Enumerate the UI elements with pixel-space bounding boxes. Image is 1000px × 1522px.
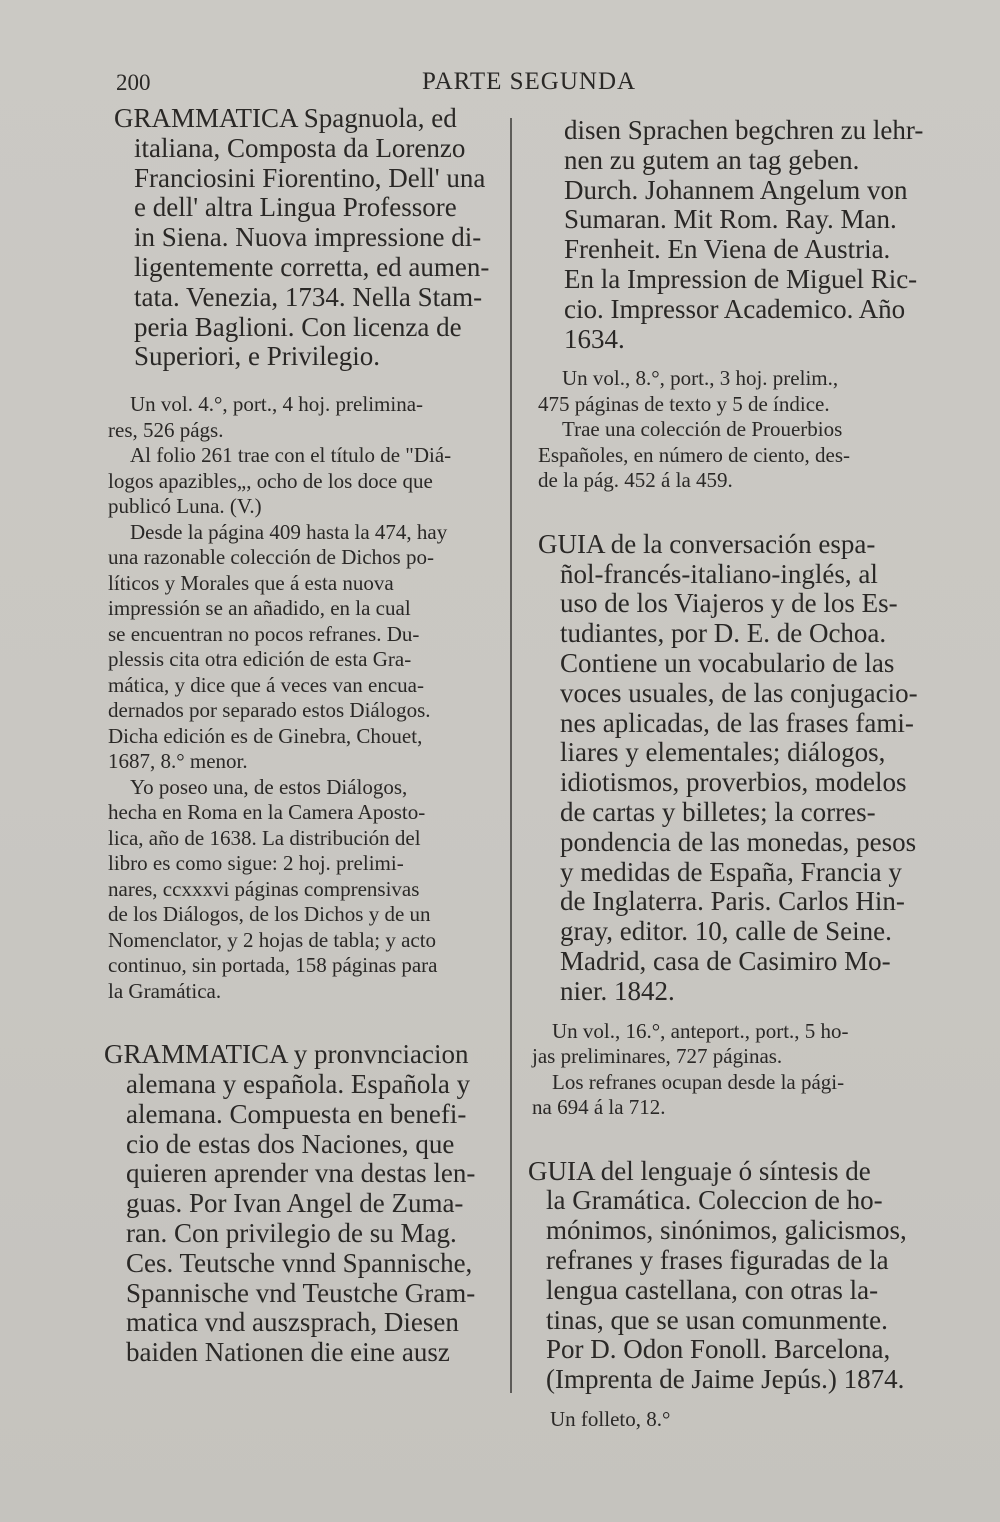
- entry-grammatica-alemana-continued: [528, 116, 948, 354]
- entry-line: voces usuales, de las conjugacio-: [560, 677, 918, 708]
- entry-notes: [104, 392, 512, 1004]
- note-line: logos apazibles„, ocho de los doce que: [108, 468, 433, 493]
- entry-line: alemana. Compuesta en benefi-: [126, 1098, 467, 1129]
- entry-line: cio de estas dos Naciones, que: [126, 1128, 455, 1159]
- note-line: Un folleto, 8.°: [550, 1407, 671, 1431]
- note-line: 1687, 8.° menor.: [108, 749, 248, 774]
- note-line: Los refranes ocupan desde la pági-: [552, 1069, 845, 1094]
- note-line: de los Diálogos, de los Dichos y de un: [108, 902, 431, 927]
- page-number: 200: [116, 70, 151, 95]
- entry-line: tudiantes, por D. E. de Ochoa.: [560, 618, 887, 649]
- entry-line: guas. Por Ivan Angel de Zuma-: [126, 1188, 464, 1219]
- note-line: Un vol., 16.°, anteport., port., 5 ho-: [552, 1018, 849, 1043]
- entry-line: Sumaran. Mit Rom. Ray. Man.: [564, 204, 897, 235]
- note-line: hecha en Roma en la Camera Aposto-: [108, 800, 426, 825]
- note-line: Nomenclator, y 2 hojas de tabla; y acto: [108, 927, 437, 952]
- note-line: 475 páginas de texto y 5 de índice.: [538, 391, 830, 416]
- note-line: jas preliminares, 727 páginas.: [532, 1044, 783, 1069]
- entry-line: disen Sprachen begchren zu lehr-: [564, 115, 924, 145]
- entry-line: in Siena. Nuova impressione di-: [134, 222, 482, 253]
- entry-line: Por D. Odon Fonoll. Barcelona,: [546, 1334, 891, 1365]
- entry-line: alemana y española. Española y: [126, 1068, 471, 1099]
- entry-line: y medidas de España, Francia y: [560, 856, 902, 887]
- entry-line: e dell' altra Lingua Professore: [134, 192, 457, 223]
- entry-line: tinas, que se usan comunmente.: [546, 1304, 888, 1335]
- note-line: publicó Luna. (V.): [108, 494, 262, 519]
- entry-line: tata. Venezia, 1734. Nella Stam-: [134, 281, 483, 312]
- entry-line: italiana, Composta da Lorenzo: [134, 132, 466, 163]
- entry-line: mónimos, sinónimos, galicismos,: [546, 1215, 907, 1246]
- entry-line: nier. 1842.: [560, 975, 675, 1006]
- entry-line: de cartas y billetes; la corres-: [560, 797, 876, 828]
- entry-notes: [528, 1019, 948, 1121]
- entry-line: Madrid, casa de Casimiro Mo-: [560, 946, 891, 977]
- note-line: dernados por separado estos Diálogos.: [108, 698, 431, 723]
- entry-line: idiotismos, proverbios, modelos: [560, 767, 907, 798]
- entry-line: Ces. Teutsche vnnd Spannische,: [126, 1247, 473, 1278]
- left-column: [104, 104, 512, 1368]
- entry-line: GUIA del lenguaje ó síntesis de: [528, 1155, 871, 1186]
- note-line: Yo poseo una, de estos Diálogos,: [130, 774, 408, 799]
- entry-line: lengua castellana, con otras la-: [546, 1274, 879, 1305]
- note-line: Trae una colección de Prouerbios: [562, 417, 843, 442]
- note-line: libro es como sigue: 2 hoj. prelimi-: [108, 851, 404, 876]
- note-line: líticos y Morales que á esta nuova: [108, 570, 394, 595]
- entry-line: refranes y frases figuradas de la: [546, 1245, 889, 1276]
- right-column: [528, 116, 948, 1433]
- entry-grammatica-spagnuola: [104, 104, 512, 372]
- entry-line: ligentemente corretta, ed aumen-: [134, 251, 490, 282]
- entry-line: peria Baglioni. Con licenza de: [134, 311, 462, 342]
- entry-line: Superiori, e Privilegio.: [134, 341, 380, 372]
- entry-line: 1634.: [564, 323, 625, 354]
- note-line: Desde la página 409 hasta la 474, hay: [130, 519, 448, 544]
- entry-line: Durch. Johannem Angelum von: [564, 174, 908, 205]
- entry-line: liares y elementales; diálogos,: [560, 737, 886, 768]
- note-line: Un vol. 4.°, port., 4 hoj. prelimina-: [130, 392, 424, 417]
- entry-line: Contiene un vocabulario de las: [560, 648, 895, 679]
- running-head: [116, 66, 946, 102]
- page-title: PARTE SEGUNDA: [422, 68, 637, 95]
- entry-line: de Inglaterra. Paris. Carlos Hin-: [560, 886, 905, 917]
- note-line: nares, ccxxxvi páginas comprensivas: [108, 876, 420, 901]
- entry-line: Franciosini Fiorentino, Dell' una: [134, 162, 486, 193]
- note-line: plessis cita otra edición de esta Gra-: [108, 647, 412, 672]
- entry-line: pondencia de las monedas, pesos: [560, 826, 917, 857]
- note-line: na 694 á la 712.: [532, 1095, 666, 1120]
- entry-line: GRAMMATICA y pronvnciacion: [104, 1039, 469, 1070]
- entry-line: ñol-francés-italiano-inglés, al: [560, 558, 878, 589]
- note-line: una razonable colección de Dichos po-: [108, 545, 434, 570]
- note-line: de la pág. 452 á la 459.: [538, 468, 733, 493]
- entry-line: cio. Impressor Academico. Año: [564, 293, 906, 324]
- entry-line: GRAMMATICA Spagnuola, ed: [114, 103, 457, 133]
- entry-line: nen zu gutem an tag geben.: [564, 144, 860, 175]
- entry-line: quieren aprender vna destas len-: [126, 1158, 476, 1189]
- entry-line: ran. Con privilegio de su Mag.: [126, 1217, 457, 1248]
- entry-guia-lenguaje: [528, 1157, 948, 1395]
- entry-guia-conversacion: [528, 530, 948, 1007]
- entry-line: matica vnd auszsprach, Diesen: [126, 1307, 459, 1338]
- entry-notes: [528, 366, 948, 494]
- note-line: Españoles, en número de ciento, des-: [538, 442, 850, 467]
- note-line: la Gramática.: [108, 978, 222, 1003]
- entry-line: GUIA de la conversación espa-: [538, 528, 876, 559]
- entry-line: gray, editor. 10, calle de Seine.: [560, 916, 892, 947]
- entry-line: baiden Nationen die eine ausz: [126, 1337, 450, 1368]
- note-line: impressión se an añadido, en la cual: [108, 596, 411, 621]
- entry-line: En la Impression de Miguel Ric-: [564, 263, 918, 294]
- note-line: lica, año de 1638. La distribución del: [108, 825, 421, 850]
- entry-line: Frenheit. En Viena de Austria.: [564, 234, 891, 265]
- entry-notes: [528, 1407, 948, 1433]
- note-line: Dicha edición es de Ginebra, Chouet,: [108, 723, 423, 748]
- note-line: continuo, sin portada, 158 páginas para: [108, 953, 438, 978]
- entry-line: uso de los Viajeros y de los Es-: [560, 588, 898, 619]
- note-line: res, 526 págs.: [108, 417, 224, 442]
- note-line: Un vol., 8.°, port., 3 hoj. prelim.,: [562, 366, 839, 391]
- entry-line: Spannische vnd Teustche Gram-: [126, 1277, 476, 1308]
- entry-line: la Gramática. Coleccion de ho-: [546, 1185, 883, 1216]
- entry-grammatica-alemana: [104, 1040, 512, 1368]
- entry-line: nes aplicadas, de las frases fami-: [560, 707, 914, 738]
- note-line: mática, y dice que á veces van encua-: [108, 672, 424, 697]
- note-line: Al folio 261 trae con el título de "Diá-: [130, 443, 452, 468]
- entry-line: (Imprenta de Jaime Jepús.) 1874.: [546, 1364, 905, 1395]
- note-line: se encuentran no pocos refranes. Du-: [108, 621, 420, 646]
